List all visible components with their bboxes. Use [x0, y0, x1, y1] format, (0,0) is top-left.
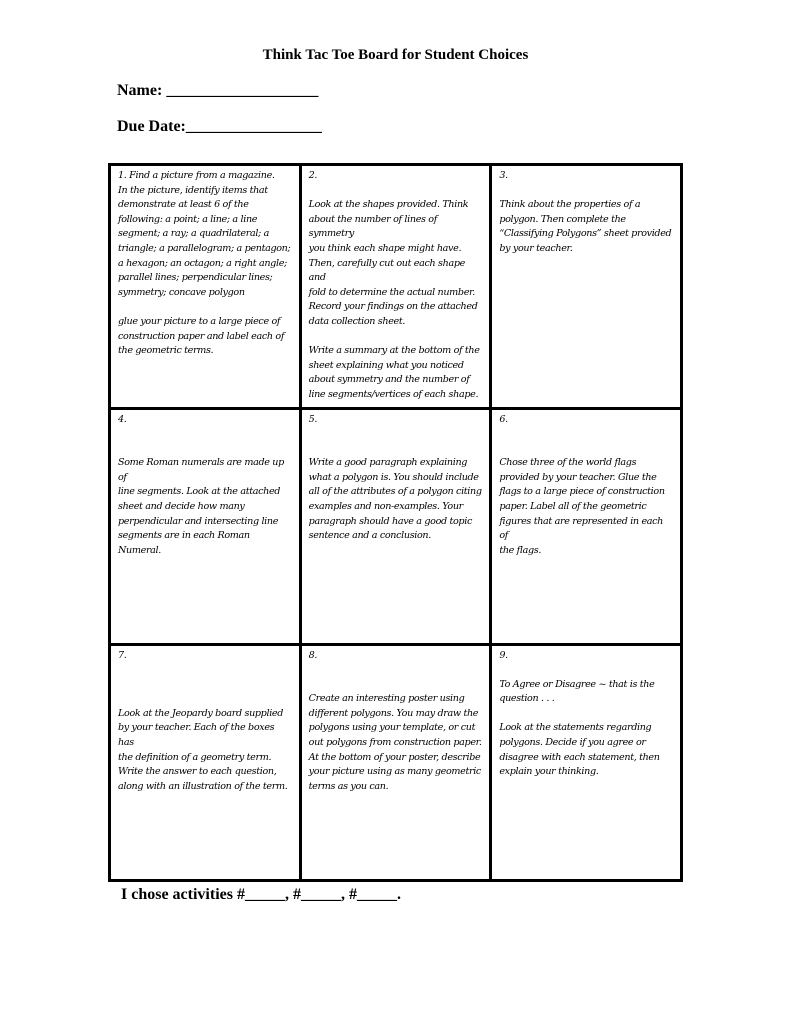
activity-text: Create an interesting poster using different polygons. You may draw the polygons using your template, or cut out polygons from construction paper. At the bottom of your poster, describe your picture using as many geometric terms as you can. [308, 693, 482, 792]
activity-cell-3 [491, 165, 682, 409]
activity-text: Write a good paragraph explaining what a polygon is. You should include all of the attributes of a polygon citing examples and non-examples. Your paragraph should have a good topic sentence and a conclusion. [308, 457, 482, 542]
activity-cell-8 [300, 644, 491, 880]
activity-number: 8. [308, 649, 318, 661]
activity-number: 2. [308, 170, 318, 181]
activity-text: glue your picture to a large piece of construction paper and label each of the geometric terms. [118, 315, 285, 357]
activity-text: Write a summary at the bottom of the sheet explaining what you noticed about symmetry and the number of line segments/vertices of each shape. [308, 345, 480, 400]
activity-cell-9 [491, 644, 682, 880]
activity-text: Chose three of the world flags provided by your teacher. Glue the flags to a large piece of construction paper. Label all of the geometric figures that are represented in each of the flags. [499, 457, 665, 556]
activity-text: Think about the properties of a polygon. Then complete the “Classifying Polygons” sheet provided by your teacher. [499, 199, 672, 254]
activity-cell-7 [110, 644, 301, 880]
activity-cell-5 [300, 408, 491, 644]
activity-text: Some Roman numerals are made up of line segments. Look at the attached sheet and decide how many perpendicular and intersecting line segments are in each Roman Numeral. [118, 457, 284, 556]
think-tac-toe-board [108, 163, 683, 882]
activity-number: 1. Find a picture from a magazine. [118, 170, 275, 181]
activity-number: 6. [499, 413, 508, 425]
page-title: Think Tac Toe Board for Student Choices [262, 47, 529, 63]
activity-cell-4 [110, 408, 301, 644]
activity-text: Look at the shapes provided. Think about the number of lines of symmetry you think each shape might have. Then, carefully cut out each shape and fold to determine the actual number. Record your findings on the attached data collection sheet. [308, 199, 478, 327]
activity-cell-6 [491, 408, 682, 644]
chosen-activities-line: I chose activities #_____, #_____, #_____. [121, 886, 401, 903]
due-date-field: Due Date:_________________ [117, 118, 322, 135]
board-row [110, 165, 682, 409]
activity-cell-1 [110, 165, 301, 409]
board-row [110, 644, 682, 880]
activity-text: To Agree or Disagree ~ that is the question . . . [499, 678, 655, 705]
board-row [110, 408, 682, 644]
activity-number: 3. [499, 170, 508, 181]
activity-number: 4. [118, 413, 127, 425]
activity-number: 5. [308, 413, 318, 425]
activity-text: Look at the statements regarding polygons. Decide if you agree or disagree with each statement, then explain your thinking. [499, 722, 660, 778]
activity-number: 9. [499, 649, 508, 661]
activity-text: In the picture, identify items that demonstrate at least 6 of the following: a point; a line; a line segment; a ray; a quadrilateral; a triangle; a parallelogram; a pentagon; a hexagon; an octagon; a right angle; parallel lines; perpendicular lines; symmetry; concave polygon [118, 184, 291, 298]
name-field: Name: ___________________ [117, 82, 319, 99]
activity-text: Look at the Jeopardy board supplied by your teacher. Each of the boxes has the definition of a geometry term. Write the answer to each question, along with an illustration of the term. [118, 707, 288, 792]
activity-cell-2 [300, 165, 491, 409]
activity-number: 7. [118, 649, 127, 661]
